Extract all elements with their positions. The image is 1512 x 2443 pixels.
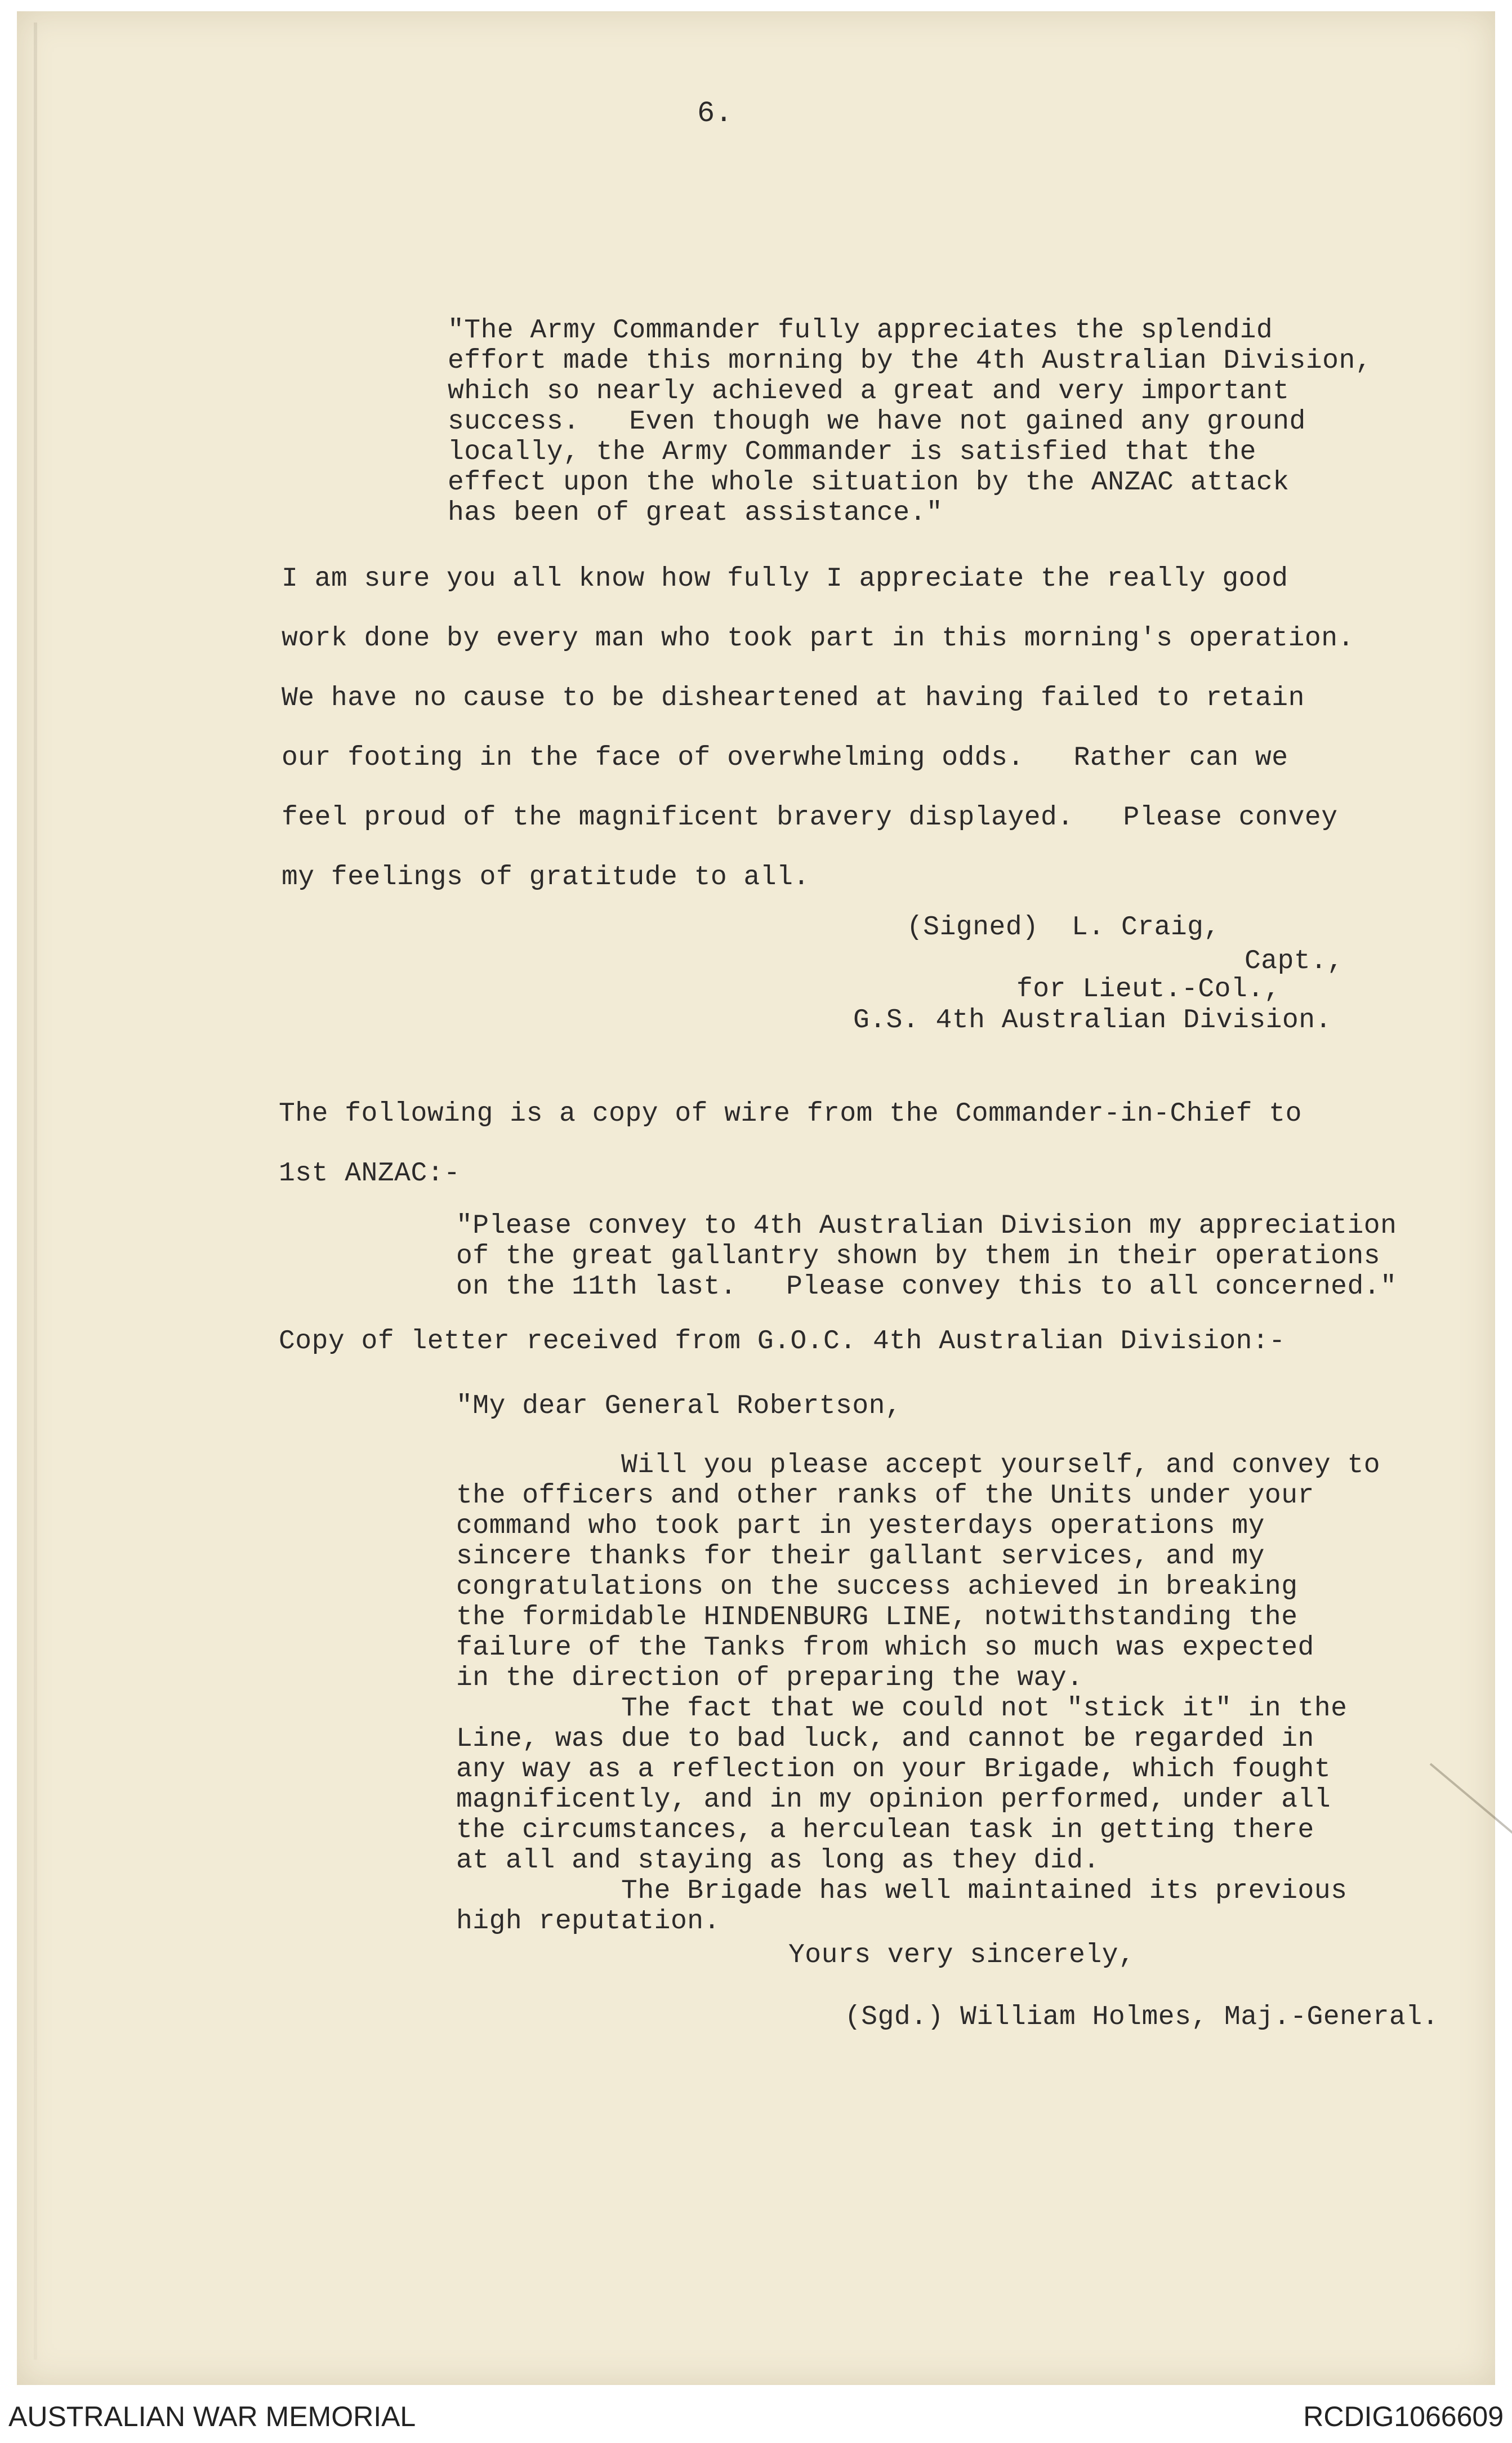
letter-line: the formidable HINDENBURG LINE, notwithstanding the bbox=[456, 1602, 1298, 1633]
signer-rank: Capt., bbox=[1245, 946, 1344, 977]
letter-intro: Copy of letter received from G.O.C. 4th Australian Division:- bbox=[279, 1326, 1286, 1357]
quote-line: has been of great assistance." bbox=[448, 498, 943, 528]
letter-signature: (Sgd.) William Holmes, Maj.-General. bbox=[845, 2002, 1439, 2032]
letter-line: The Brigade has well maintained its previous bbox=[456, 1876, 1348, 1906]
letter-line: sincere thanks for their gallant services, and my bbox=[456, 1541, 1265, 1572]
signed-line: (Signed) L. Craig, bbox=[907, 912, 1220, 943]
letter-line: The fact that we could not "stick it" in the bbox=[456, 1693, 1348, 1724]
letter-line: Will you please accept yourself, and convey to bbox=[456, 1450, 1381, 1481]
page-number: 6. bbox=[697, 97, 733, 130]
wire-intro-line: 1st ANZAC:- bbox=[279, 1158, 461, 1189]
letter-line: failure of the Tanks from which so much was expected bbox=[456, 1633, 1314, 1663]
wire-quote-line: on the 11th last. Please convey this to all concerned." bbox=[456, 1272, 1397, 1302]
quote-line: which so nearly achieved a great and very important bbox=[448, 376, 1290, 407]
signer-unit: G.S. 4th Australian Division. bbox=[853, 1005, 1332, 1036]
quote-line: effect upon the whole situation by the ANZAC attack bbox=[448, 467, 1290, 498]
army-commander-quote bbox=[448, 315, 1372, 528]
letter-body bbox=[456, 1450, 1380, 1937]
quote-line: effort made this morning by the 4th Australian Division, bbox=[448, 346, 1372, 376]
wire-quote-line: of the great gallantry shown by them in their operations bbox=[456, 1241, 1381, 1272]
letter-closing: Yours very sincerely, bbox=[788, 1940, 1135, 1971]
letter-line: command who took part in yesterdays operations my bbox=[456, 1511, 1265, 1541]
letter-line: Line, was due to bad luck, and cannot be regarded in bbox=[456, 1724, 1314, 1754]
letter-line: any way as a reflection on your Brigade, which fought bbox=[456, 1754, 1331, 1785]
quote-line: locally, the Army Commander is satisfied that the bbox=[448, 437, 1256, 467]
letter-line: high reputation. bbox=[456, 1906, 720, 1937]
quote-line: success. Even though we have not gained any ground bbox=[448, 407, 1306, 437]
paragraph-line: our footing in the face of overwhelming odds. Rather can we bbox=[282, 743, 1288, 773]
letter-line: the circumstances, a herculean task in getting there bbox=[456, 1815, 1314, 1845]
wire-intro bbox=[279, 1084, 1302, 1203]
paragraph-line: feel proud of the magnificent bravery displayed. Please convey bbox=[282, 803, 1338, 833]
footer-record-id: RCDIG1066609 bbox=[1303, 2401, 1504, 2432]
letter-salutation: "My dear General Robertson, bbox=[456, 1391, 902, 1421]
wire-quote bbox=[456, 1211, 1397, 1302]
footer-institution: AUSTRALIAN WAR MEMORIAL bbox=[8, 2401, 416, 2432]
letter-line: congratulations on the success achieved in breaking bbox=[456, 1572, 1298, 1602]
letter-line: at all and staying as long as they did. bbox=[456, 1845, 1100, 1876]
page-binding-shadow bbox=[34, 23, 37, 2360]
paragraph-line: my feelings of gratitude to all. bbox=[282, 862, 810, 893]
signer-for-line: for Lieut.-Col., bbox=[1016, 974, 1281, 1005]
appreciation-paragraph bbox=[282, 549, 1354, 907]
paragraph-line: We have no cause to be disheartened at having failed to retain bbox=[282, 683, 1305, 714]
letter-line: in the direction of preparing the way. bbox=[456, 1663, 1083, 1693]
letter-line: the officers and other ranks of the Units under your bbox=[456, 1481, 1314, 1511]
wire-quote-line: "Please convey to 4th Australian Division my appreciation bbox=[456, 1211, 1397, 1241]
paragraph-line: work done by every man who took part in this morning's operation. bbox=[282, 623, 1354, 654]
paragraph-line: I am sure you all know how fully I appreciate the really good bbox=[282, 564, 1288, 594]
quote-line: "The Army Commander fully appreciates the splendid bbox=[448, 315, 1273, 346]
letter-line: magnificently, and in my opinion performed, under all bbox=[456, 1785, 1331, 1815]
wire-intro-line: The following is a copy of wire from the Commander-in-Chief to bbox=[279, 1099, 1302, 1129]
